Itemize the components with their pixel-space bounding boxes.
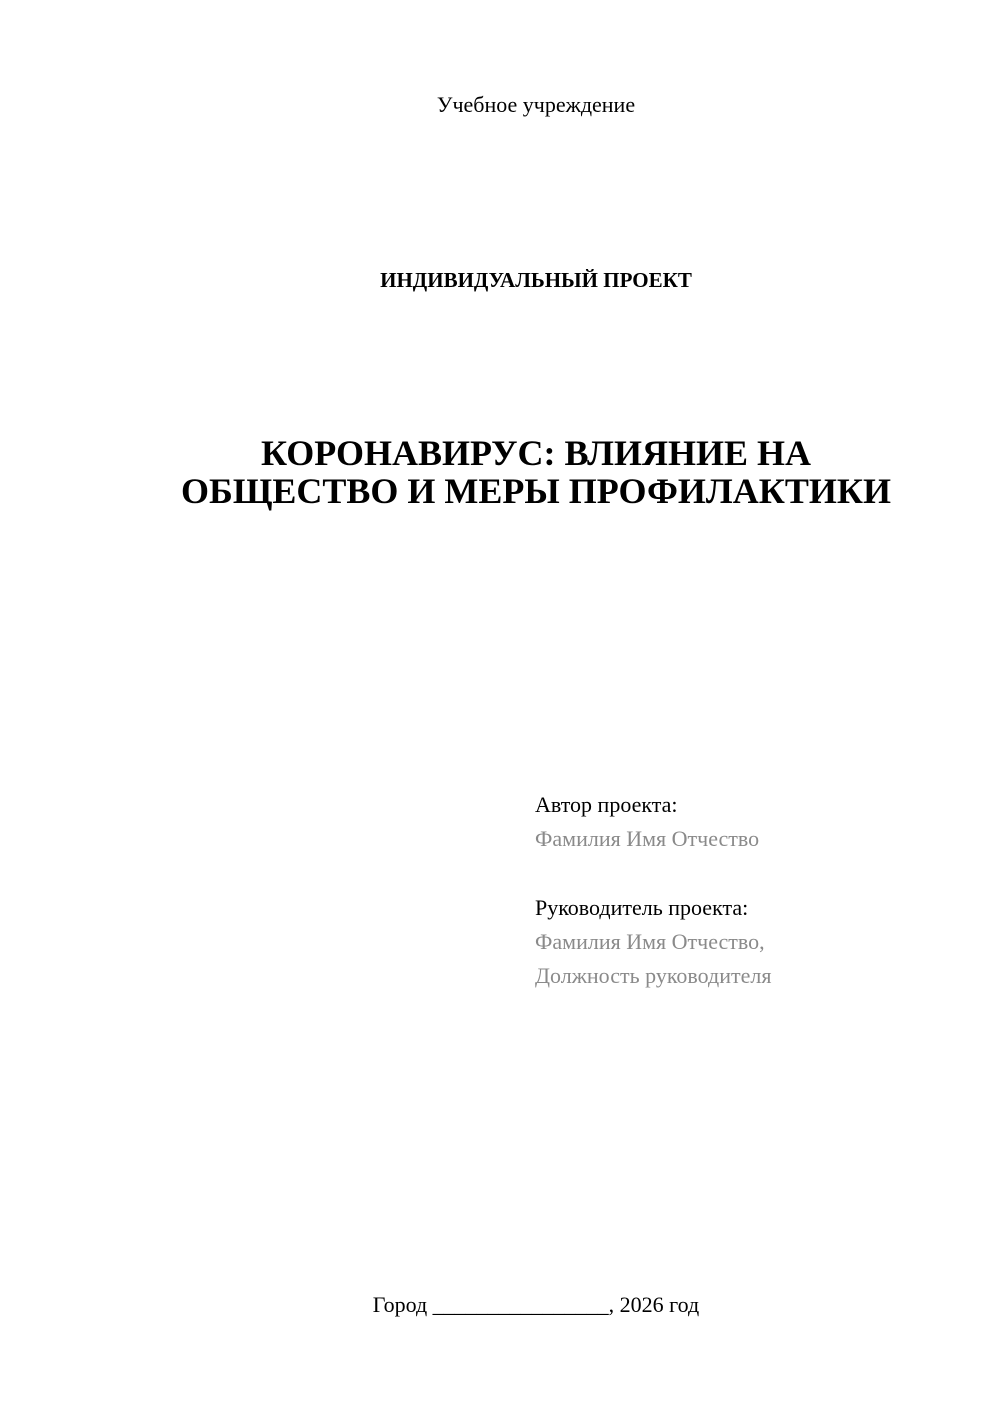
city-year-line: Город ________________, 2026 год [372, 1292, 700, 1317]
project-title-line-2: ОБЩЕСТВО И МЕРЫ ПРОФИЛАКТИКИ [181, 471, 891, 511]
supervisor-position: Должность руководителя [535, 963, 772, 988]
supervisor-name: Фамилия Имя Отчество, [535, 929, 765, 954]
project-title [60, 434, 1000, 510]
institution-name: Учебное учреждение [436, 92, 636, 117]
author-label: Автор проекта: [535, 792, 678, 817]
project-info-block [535, 788, 975, 993]
supervisor-label: Руководитель проекта: [535, 895, 749, 920]
author-name: Фамилия Имя Отчество [535, 826, 760, 851]
project-title-line-1: КОРОНАВИРУС: ВЛИЯНИЕ НА [261, 433, 811, 473]
document-type: ИНДИВИДУАЛЬНЫЙ ПРОЕКТ [380, 268, 692, 292]
info-spacer [535, 856, 975, 891]
